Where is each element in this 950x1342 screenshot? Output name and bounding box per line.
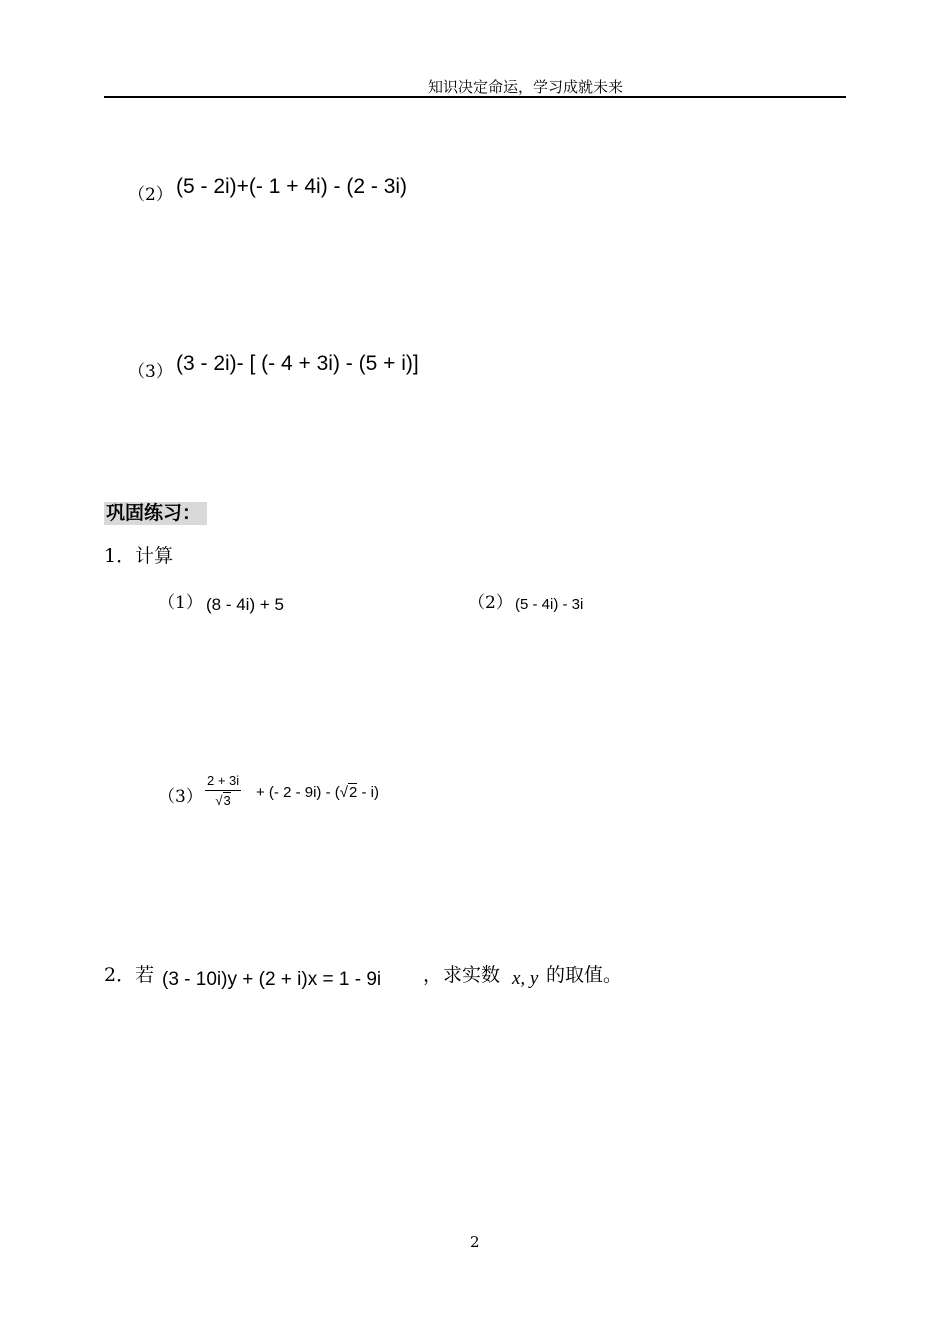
- q2-text-a: 求实数: [443, 964, 501, 986]
- q1-label: 1．计算: [104, 545, 174, 567]
- q2-comma: ，: [423, 964, 443, 986]
- q2-variables: x, y: [512, 968, 539, 989]
- q2-label: 2．若: [104, 964, 155, 986]
- q1-item-2-expression: (5 - 4i) - 3i: [515, 596, 584, 613]
- fraction-numerator: 2 + 3i: [205, 773, 241, 791]
- example-3-label: （3）: [128, 362, 173, 382]
- q2-text-b: 的取值。: [546, 964, 623, 986]
- q1-item-3-fraction: [205, 773, 241, 808]
- q1-item-3-expression: + (- 2 - 9i) - (√2 - i): [256, 784, 380, 801]
- q1-item-1-label: （1）: [158, 593, 203, 613]
- q1-item-3-label: （3）: [158, 787, 203, 807]
- header-motto: 知识决定命运，学习成就未来: [428, 78, 624, 96]
- sqrt-radicand: 2: [349, 784, 358, 801]
- q1-item-2-label: （2）: [468, 593, 513, 613]
- q1-item-1-expression: (8 - 4i) + 5: [206, 595, 284, 614]
- fraction-denominator: √3: [215, 793, 231, 808]
- example-3-expression: (3 - 2i)- [ (- 4 + 3i) - (5 + i)]: [176, 352, 419, 375]
- section-title: 巩固练习：: [104, 502, 207, 525]
- q2-equation: (3 - 10i)y + (2 + i)x = 1 - 9i: [162, 969, 382, 990]
- fraction-denominator-radicand: 3: [223, 793, 231, 808]
- example-2-expression: (5 - 2i)+(- 1 + 4i) - (2 - 3i): [176, 175, 408, 198]
- expression-middle: + (- 2 - 9i) - (: [256, 784, 340, 801]
- example-2-label: （2）: [128, 185, 173, 205]
- header-divider: [104, 96, 846, 98]
- page-number: 2: [470, 1233, 480, 1251]
- expression-tail: - i): [357, 784, 380, 801]
